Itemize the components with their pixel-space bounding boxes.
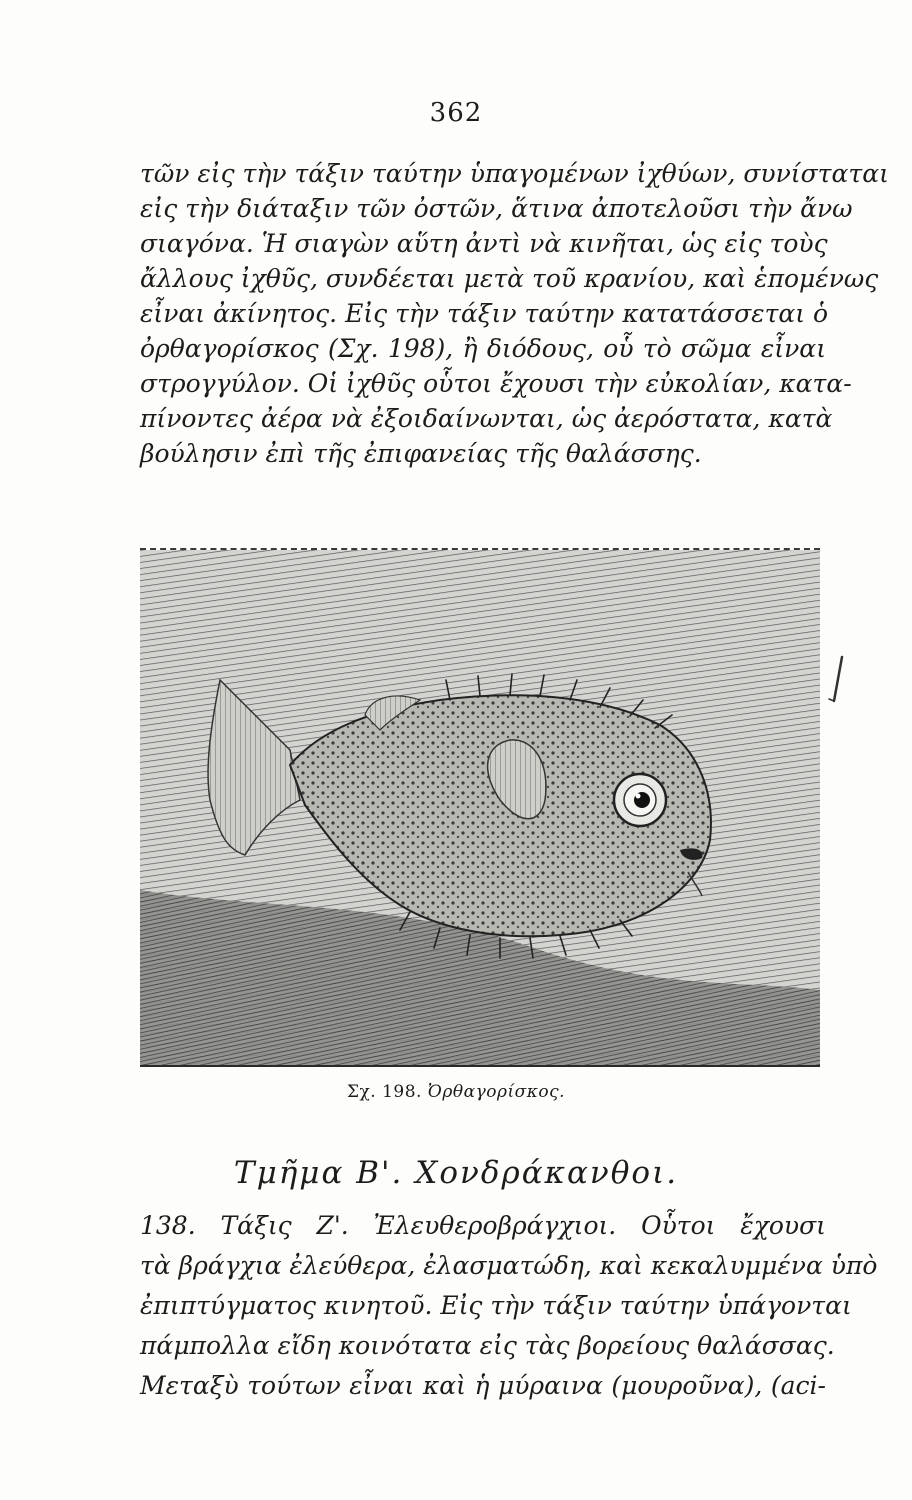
text-line: στρογγύλον. Οἱ ἰχθῦς οὗτοι ἔχουσι τὴν εὐκολίαν, κατα- <box>140 369 852 398</box>
text-line: τὰ βράγχια ἐλεύθερα, ἐλασματώδη, καὶ κεκαλυμμένα ὑπὸ <box>140 1251 878 1280</box>
section-heading: Τμῆμα Β'. Χονδράκανθοι. <box>233 1155 679 1191</box>
text-line: Μεταξὺ τούτων εἶναι καὶ ἡ μύραινα (μουροῦνα), (aci- <box>140 1371 826 1400</box>
text-line: πίνοντες ἀέρα νὰ ἐξοιδαίνωνται, ὡς ἀερόστατα, κατὰ <box>140 404 833 433</box>
text-line: εἶναι ἀκίνητος. Εἰς τὴν τάξιν ταύτην κατατάσσεται ὁ <box>140 299 829 328</box>
text-line: βούλησιν ἐπὶ τῆς ἐπιφανείας τῆς θαλάσσης. <box>140 439 702 468</box>
text-line: σιαγόνα. Ἡ σιαγὼν αὕτη ἀντὶ νὰ κινῆται, ὡς εἰς τοὺς <box>140 229 828 258</box>
margin-pencil-mark <box>828 655 846 705</box>
text-line: 138. Τάξις Ζ'. Ἐλευθεροβράγχιοι. Οὗτοι ἔχουσι <box>140 1211 826 1240</box>
text-line: ἐπιπτύγματος κινητοῦ. Εἰς τὴν τάξιν ταύτην ὑπάγονται <box>140 1291 852 1320</box>
figure-name: Ὀρθαγορίσκος. <box>427 1082 566 1102</box>
text-line: τῶν εἰς τὴν τάξιν ταύτην ὑπαγομένων ἰχθύων, συνίσταται <box>140 159 889 188</box>
text-line: ὀρθαγορίσκος (Σχ. 198), ἢ διόδους, οὗ τὸ σῶμα εἶναι <box>140 334 826 363</box>
figure-label: Σχ. 198. <box>346 1082 422 1102</box>
text-line: εἰς τὴν διάταξιν τῶν ὀστῶν, ἅτινα ἀποτελοῦσι τὴν ἄνω <box>140 194 853 223</box>
text-line: ἄλλους ἰχθῦς, συνδέεται μετὰ τοῦ κρανίου, καὶ ἑπομένως <box>140 264 879 293</box>
paragraph-bottom <box>140 1206 878 1406</box>
figure-caption <box>0 1082 912 1102</box>
paragraph-top <box>140 156 889 471</box>
pufferfish-engraving <box>140 548 820 1067</box>
text-line: πάμπολλα εἴδη κοινότατα εἰς τὰς βορείους θαλάσσας. <box>140 1331 835 1360</box>
page-number: 362 <box>429 98 483 128</box>
